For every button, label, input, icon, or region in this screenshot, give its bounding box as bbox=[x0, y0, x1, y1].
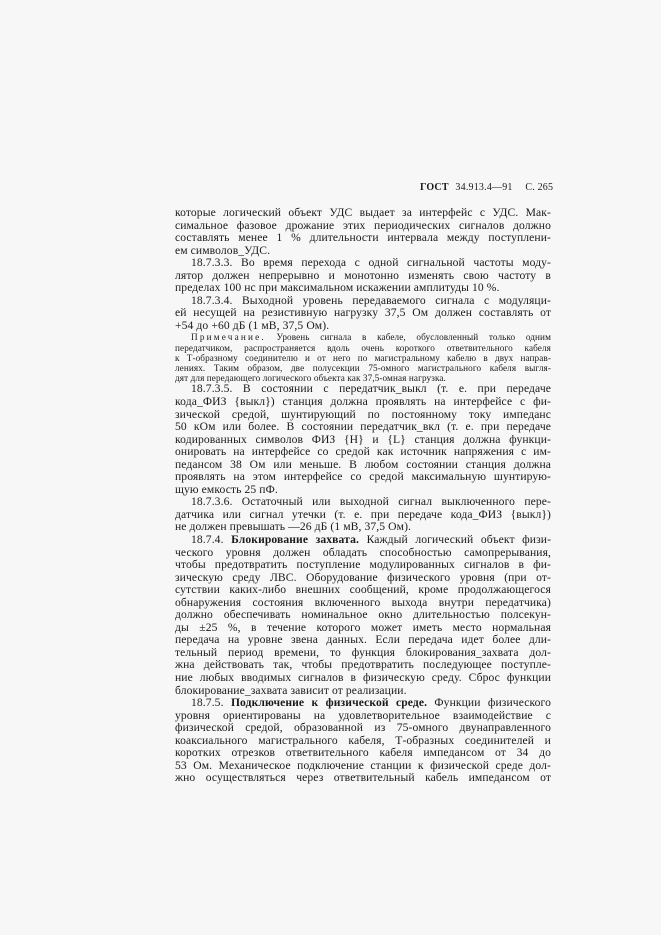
text-line: пределах 100 нс при максимальном искажении амплитуды 10 %. bbox=[175, 281, 500, 295]
text-line: 50 кОм или более. В состоянии передатчик_вкл (т. е. при передаче bbox=[175, 420, 551, 434]
paragraph-18-7-3-3 bbox=[175, 257, 551, 295]
text-line: ем символов_УДС. bbox=[175, 243, 271, 257]
text-line: симальное фазовое дрожание этих периодических сигналов должно bbox=[175, 218, 551, 232]
text-line: должно обеспечивать номинальное окно длительностью полсекун- bbox=[175, 608, 551, 622]
text-line: 18.7.3.5. В состоянии с передатчик_выкл (т. е. при передаче bbox=[191, 382, 551, 396]
text-line: жна действовать так, чтобы предотвратить последующее поступле- bbox=[175, 658, 551, 672]
text-line: кода_ФИЗ {выкл}) станция должна проявлять на интерфейсе с фи- bbox=[175, 394, 551, 408]
text-line: жно осуществляться через ответвительный кабель импедансом от bbox=[175, 771, 551, 785]
text-line: дят для передающего логического объекта как 37,5-омная нагрузка. bbox=[175, 373, 446, 384]
text-line: проявлять на этом интерфейсе со средой максимальную шунтирую- bbox=[175, 470, 551, 484]
text-line: педансом 38 Ом или меньше. В любом состоянии станция должна bbox=[175, 457, 551, 471]
paragraph-18-7-3-5 bbox=[175, 383, 551, 496]
section-number: 18.7.4. bbox=[191, 532, 224, 546]
text-line: +54 до +60 дБ (1 мВ, 37,5 Ом). bbox=[175, 318, 330, 332]
paragraph-18-7-3-4 bbox=[175, 295, 551, 333]
section-18-7-4 bbox=[175, 534, 551, 697]
text-line: Каждый логический объект физи- bbox=[366, 532, 552, 546]
note-label: Примечание. bbox=[191, 332, 266, 343]
text-line: сутствии каких-либо внешних сообщений, кроме продолжающегося bbox=[175, 583, 551, 597]
paragraph-continuation bbox=[175, 207, 551, 257]
text-line: передатчиком, распространяется вдоль очень короткого ответвительного кабеля bbox=[175, 342, 551, 353]
text-line: лениях. Таким образом, две полусекции 75-омного магистрального кабеля выгля- bbox=[175, 363, 551, 374]
text-line: коротких отрезков ответвительного кабеля импедансом от 34 до bbox=[175, 746, 551, 760]
text-line: онировать на интерфейсе со средой как источник напряжения с им- bbox=[175, 445, 551, 459]
note-block bbox=[175, 332, 551, 383]
text-line: датчика или сигнал утечки (т. е. при передаче кода_ФИЗ {выкл}) bbox=[175, 507, 551, 521]
section-title: Подключение к физической среде. bbox=[230, 696, 428, 710]
text-line: ей несущей на резистивную нагрузку 37,5 Ом должен составлять от bbox=[175, 306, 551, 320]
text-line: коаксиального магистрального кабеля, Т-образных соединителей и bbox=[175, 733, 551, 747]
text-line: 18.7.3.4. Выходной уровень передаваемого сигнала с модуляци- bbox=[191, 293, 551, 307]
text-line: которые логический объект УДС выдает за интерфейс с УДС. Мак- bbox=[175, 206, 551, 219]
section-18-7-5 bbox=[175, 697, 551, 785]
text-line: зическую среду ЛВС. Оборудование физического уровня (при от- bbox=[175, 570, 551, 584]
text-line: ды ±25 %, в течение которого может иметь место нормальная bbox=[175, 620, 551, 634]
standard-number: 34.913.4—91 bbox=[455, 182, 513, 193]
text-line: 18.7.3.6. Остаточный или выходной сигнал выключенного пере- bbox=[191, 495, 551, 509]
text-line: не должен превышать —26 дБ (1 мВ, 37,5 Ом). bbox=[175, 520, 412, 534]
text-line: тельный период времени, то функция блокирования_захвата дол- bbox=[175, 645, 551, 659]
text-line: чтобы предотвратить поступление модулированных сигналов в фи- bbox=[175, 558, 551, 572]
text-line: ческого уровня должен обладать способностью самопрерывания, bbox=[175, 545, 551, 559]
section-title: Блокирование захвата. bbox=[231, 532, 359, 546]
text-line: передача на уровне звена данных. Если передача идет более дли- bbox=[175, 633, 551, 647]
document-body bbox=[175, 207, 551, 785]
section-first-line bbox=[175, 697, 551, 710]
section-first-line bbox=[175, 534, 551, 547]
page-number: С. 265 bbox=[525, 182, 554, 193]
text-line: составлять менее 1 % длительности интервала между поступлени- bbox=[175, 231, 551, 245]
section-number: 18.7.5. bbox=[191, 696, 224, 710]
text-line: кодированных символов ФИЗ {H} и {L} станция должна функци- bbox=[175, 432, 551, 446]
note-first-line bbox=[175, 332, 551, 342]
text-line: Функции физического bbox=[434, 696, 551, 710]
text-line: 53 Ом. Механическое подключение станции к физической среде дол- bbox=[175, 758, 551, 772]
text-line: физической средой, образованной из 75-омного двунаправленного bbox=[175, 721, 551, 735]
text-line: уровня ориентированы на удовлетворительное взаимодействие с bbox=[175, 708, 551, 722]
text-line: блокирование_захвата зависит от реализации. bbox=[175, 683, 407, 697]
text-line: ние любых вводимых сигналов в физическую среду. Сброс функции bbox=[175, 670, 551, 684]
text-line: обнаружения состояния включенного выхода внутри передатчика) bbox=[175, 595, 551, 609]
text-line: зической средой, шунтирующий по постоянному току импеданс bbox=[175, 407, 551, 421]
text-line: 18.7.3.3. Во время перехода с одной сигнальной частоты моду- bbox=[191, 256, 551, 270]
text-line: Уровень сигнала в кабеле, обусловленный только одним bbox=[276, 332, 551, 343]
standard-label: ГОСТ bbox=[420, 182, 449, 193]
text-line: щую емкость 25 пФ. bbox=[175, 482, 278, 496]
page-header bbox=[420, 182, 554, 193]
text-line: лятор должен непрерывно и монотонно изменять свою частоту в bbox=[175, 268, 551, 282]
paragraph-18-7-3-6 bbox=[175, 496, 551, 534]
text-line: к Т-образному соединителю и от него по магистральному кабелю в двух направ- bbox=[175, 352, 551, 363]
